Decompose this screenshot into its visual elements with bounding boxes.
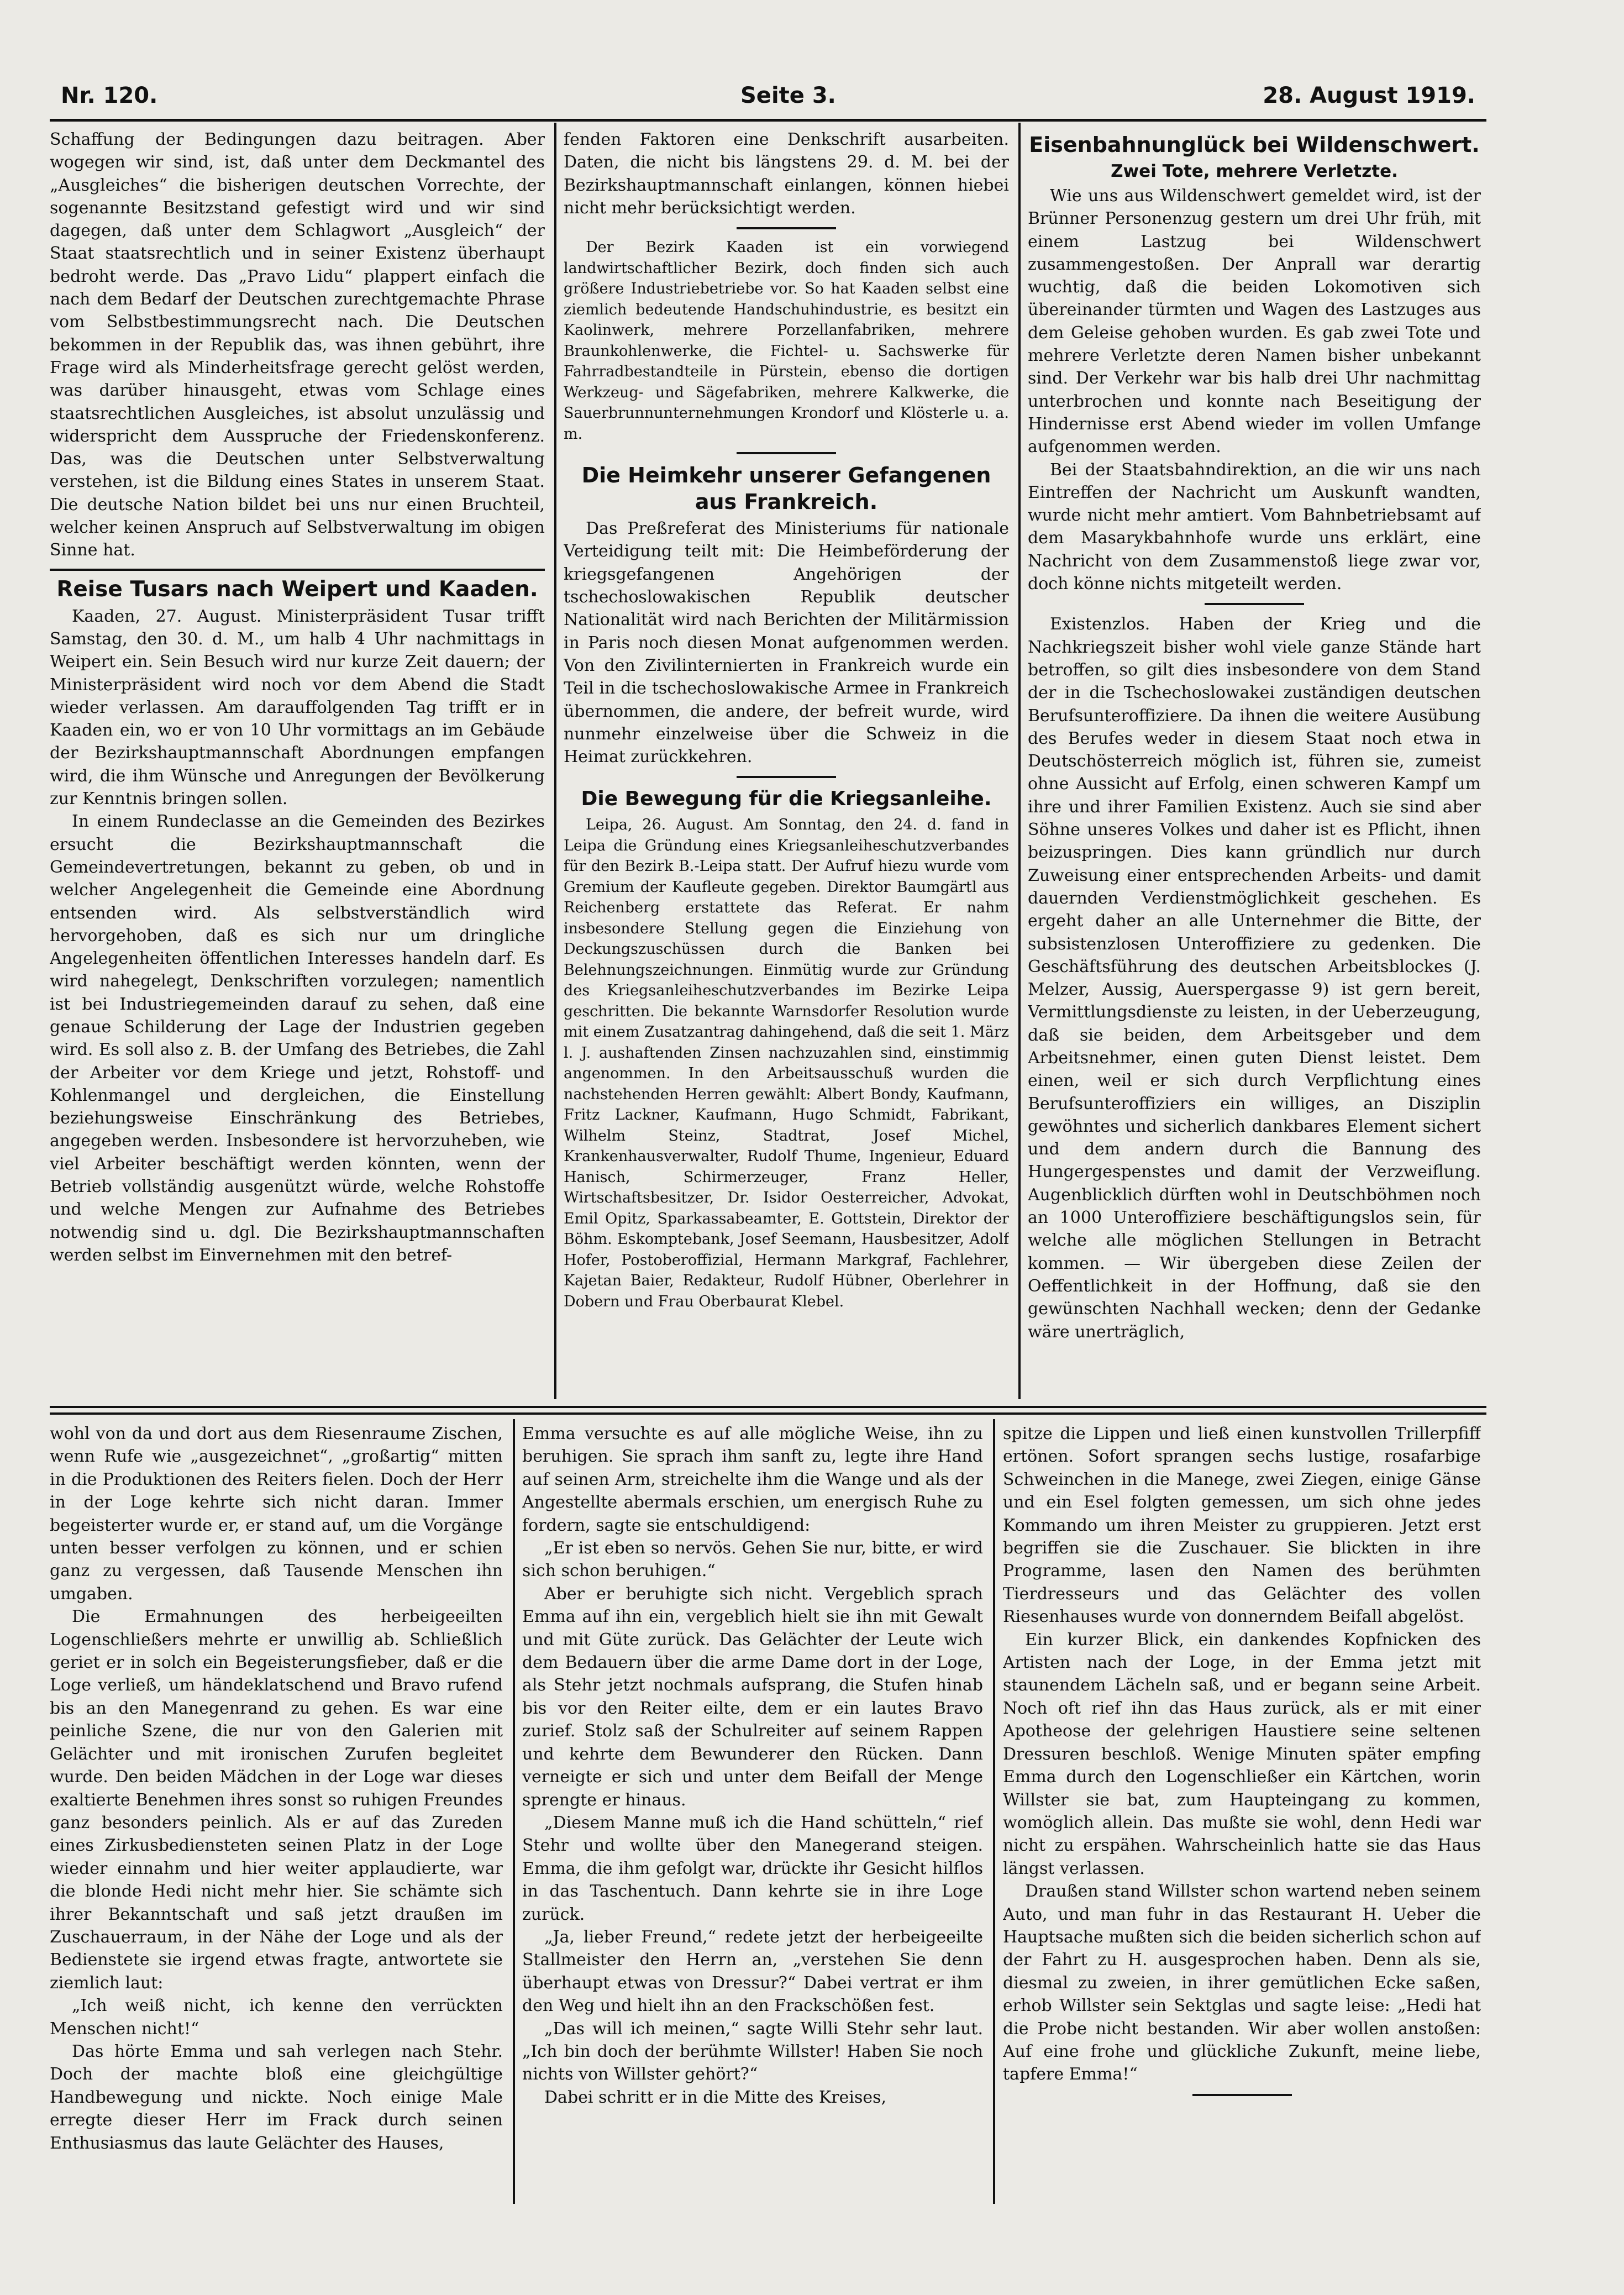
article-paragraph-existenzlos: Existenzlos. Haben der Krieg und die Nachkriegszeit bisher wohl viele ganze Stände hart betroffen, so gilt dies insbesondere von dem Stand der in die Tschechoslowakei zuständigen deutschen Berufsunteroffiziere. Da ihnen die weitere Ausübung des Berufes weder in diesem Staat noch etwa in Deutschösterreich möglich ist, führen sie, zumeist ohne Aussicht auf Erfolg, einen schweren Kampf um ihre und ihrer Familien Existenz. Auch sie sind aber Söhne unseres Volkes und daher ist es Pflicht, ihnen beizuspringen. Dies kann gründlich nur durch Zuweisung einer entsprechenden Arbeits- und damit dauernden Verdienstmöglichkeit geschehen. Es ergeht daher an alle Unternehmer die Bitte, der subsistenzlosen Unteroffiziere zu gedenken. Die Geschäftsführung des deutschen Arbeitsblockes (J. Melzer, Aussig, Auerspergasse 9) ist gern bereit, Vermittlungsdienste zu leisten, in der Ueberzeugung, daß sie beiden, dem Arbeitsgeber und dem Arbeitsnehmer, einen guten Dienst leistet. Dem einen, weil er sich durch Verpflichtung eines Berufsunteroffiziers ein williges, an Disziplin gewöhntes und sicherlich dankbares Element sichert und dem andern durch die Bannung des Hungergespenstes und damit der Verzweiflung. Augenblicklich dürften wohl in Deutschböhmen noch an 1000 Unteroffiziere beschäftigungslos sein, für welche alle möglichen Stellungen in Betracht kommen. — Wir übergeben diese Zeilen der Oeffentlichkeit in der Hoffnung, daß sie den gewünschten Nachhall wecken; denn der Gedanke wäre unerträglich, [1028,615,1481,1342]
article-heading-tusar: Reise Tusars nach Weipert und Kaaden. [56,576,538,602]
feuilleton-rule-bottom [50,1412,1486,1415]
feuilleton-paragraph: Aber er beruhigte sich nicht. Vergeblich sprach Emma auf ihn ein, vergeblich hielt sie ihn mit Gewalt und mit Güte zurück. Das Gelächter der Leute wich dem Bedauern über die arme Dame dort in der Loge, als Stehr jetzt nochmals aufsprang, die Stufen hinab bis vor den Reiter eilte, dem er ein lautes Bravo zurief. Stolz saß der Schulreiter auf seinem Rappen und kehrte dem Bewunderer den Rücken. Dann verneigte er sich und unter dem Beifall der Menge sprengte er hinaus. [522,1584,983,1810]
feuilleton-paragraph: Die Ermahnungen des herbeigeeilten Logenschließers mehrte er unwillig ab. Schließlich geriet er in solch ein Begeisterungsfieber, daß er die Loge verließ, um händeklatschend und Bravo rufend bis an den Manegenrand zu gehen. Es war eine peinliche Szene, die nur von den Galerien mit Gelächter und mit ironischen Zurufen begleitet wurde. Den beiden Mädchen in der Loge war dieses exaltierte Benehmen ihres sonst so ruhigen Freundes ganz besonders peinlich. Als er auf das Zureden eines Zirkusbediensteten seinen Platz in der Loge wieder einnahm und hier weiter applaudierte, war die blonde Hedi nicht mehr hier. Sie schämte sich ihrer Bekanntschaft und saß jetzt draußen im Zuschauerraum, in der Nähe der Loge und als der Bedienstete sie irgend etwas fragte, antwortete sie ziemlich laut: [50,1607,503,1993]
feuilleton-paragraph: Draußen stand Willster schon wartend neben seinem Auto, und man fuhr in das Restaurant H. Ueber die Hauptsache mußten sich die beiden sicherlich schon auf der Fahrt zu H. ausgesprochen haben. Denn als sie, diesmal zu zweien, in ihrer gemütlichen Ecke saßen, erhob Willster sein Sektglas und sagte leise: „Hedi hat die Probe nicht bestanden. Wir aber wollen anstoßen: Auf eine frohe und glückliche Zukunft, meine liebe, tapfere Emma!“ [1003,1882,1481,2084]
short-separator [737,776,836,778]
masthead [61,83,1475,116]
feuilleton-column-1 [50,1422,503,2202]
article-paragraph: Bei der Staatsbahndirektion, an die wir uns nach Eintreffen der Nachricht um Auskunft wandten, wurde nicht mehr amtiert. Vom Bahnbetriebsamt auf dem Masarykbahnhofe wurde uns erklärt, eine Nachricht von dem Zusammenstoß liege zwar vor, doch könne nichts mitgeteilt werden. [1028,460,1481,594]
feuilleton-rule-top [50,1406,1486,1408]
article-subheading: Zwei Tote, mehrere Verletzte. [1111,161,1398,181]
feuilleton-column-3 [1003,1422,1481,2202]
column-divider-2 [1018,123,1021,1399]
short-separator [1205,603,1304,605]
article-paragraph: In einem Rundeclasse an die Gemeinden des Bezirkes ersucht die Bezirkshauptmannschaft die Gemeindevertretungen, bekannt zu geben, ob und in welcher Angelegenheit die Gemeinde eine Abordnung entsenden wird. Als selbstverständlich wird hervorgehoben, daß es sich nur um dringliche Angelegenheiten öffentlichen Interesses handeln darf. Es wird nahegelegt, Denkschriften vorzulegen; namentlich ist bei Industriegemeinden darauf zu sehen, daß eine genaue Schilderung der Lage der Industrien gegeben wird. Es soll also z. B. der Umfang des Betriebes, die Zahl der Arbeiter vor dem Kriege und jetzt, Rohstoff- und Kohlenmangel und dergleichen, die Einstellung beziehungsweise Einschränkung des Betriebes, angegeben werden. Insbesondere ist hervorzuheben, wie viel Arbeiter beschäftigt werden könnten, wenn der Betrieb vollständig ausgenützt würde, welche Rohstoffe und welche Mengen zur Aufnahme des Betriebes notwendig sind u. dgl. Die Bezirkshauptmannschaften werden selbst im Einvernehmen mit den betref- [50,812,545,1265]
article-paragraph: Das Preßreferat des Ministeriums für nationale Verteidigung teilt mit: Die Heimbeförderung der kriegsgefangenen Angehörigen der tschechoslowakischen Republik deutscher Nationalität wird nach Berichten der Militärmission in Paris noch diesen Monat aufgenommen werden. Von den Zivilinternierten in Frankreich wurde ein Teil in die tschechoslowakische Armee in Frankreich übernommen, die andere, der befreit wurde, wird nunmehr einzelweise über die Schweiz in die Heimat zurückkehren. [564,519,1009,767]
issue-date: 28. August 1919. [1263,83,1475,108]
article-separator [50,569,545,571]
article-paragraph: Wie uns aus Wildenschwert gemeldet wird, ist der Brünner Personenzug gestern um drei Uhr früh, mit einem Lastzug bei Wildenschwert zusammengestoßen. Der Anprall war derartig wuchtig, daß die beiden Lokomotiven sich übereinander türmten und Wagen des Lastzuges aus dem Geleise gehoben wurden. Es gab zwei Tote und mehrere Verletzte deren Namen bisher unbekannt sind. Der Verkehr war bis halb drei Uhr nachmittag unterbrochen und konnte nach Beseitigung der Hindernisse erst Abend wieder im vollen Umfange aufgenommen werden. [1028,186,1481,457]
feuilleton-quote: „Ich weiß nicht, ich kenne den verrückten Menschen nicht!“ [50,1996,503,2039]
article-continuation: fenden Faktoren eine Denkschrift ausarbeiten. Daten, die nicht bis längstens 29. d. M. bei der Bezirkshauptmannschaft einlangen, können hiebei nicht mehr berücksichtigt werden. [564,130,1009,218]
feuilleton-paragraph: Das hörte Emma und sah verlegen nach Stehr. Doch der machte bloß eine gleichgültige Handbewegung und nickte. Noch einige Male erregte dieser Herr im Frack durch seinen Enthusiasmus das laute Gelächter des Hauses, [50,2041,503,2153]
column-2 [564,128,1009,1399]
masthead-rule [50,119,1486,122]
feuilleton-paragraph: „Das will ich meinen,“ sagte Willi Stehr sehr laut. „Ich bin doch der berühmte Willster! Haben Sie noch nichts von Willster gehört?“ [522,2019,983,2084]
short-separator [737,227,836,229]
lower-column-divider-1 [513,1419,515,2204]
short-separator [737,452,836,454]
feuilleton-paragraph: „Ja, lieber Freund,“ redete jetzt der herbeigeeilte Stallmeister den Herrn an, „verstehen Sie denn überhaupt etwas von Dressur?“ Dabei vertrat er ihm den Weg und hielt ihn an den Frackschößen fest. [522,1927,983,2016]
article-tail-text: Schaffung der Bedingungen dazu beitragen. Aber wogegen wir sind, ist, daß unter dem Deckmantel des „Ausgleiches“ die bisherigen deutschen Vorrechte, der sogenannte Besitzstand gefestigt wird und wir sind dagegen, daß unter dem Schlagwort „Ausgleich“ der Staat staatsrechtlich und in seiner Existenz überhaupt bedroht werde. Das „Pravo Lidu“ plappert einfach die nach dem Bedarf der Deutschen zurechtgemachte Phrase vom Selbstbestimmungsrecht nach. Die Deutschen bekommen in der Republik das, was ihnen gebührt, ihre Frage wird als Minderheitsfrage gerecht gelöst werden, was darüber hinausgeht, etwas vom Schlage eines staatsrechtlichen Ausgleiches, ist absolut unzulässig und widerspricht dem Ausspruche der Friedenskonferenz. Das, was die Deutschen unter Selbstverwaltung verstehen, ist die Bildung eines States in unserem Staat. Die deutsche Nation bildet bei uns nur einen Bruchteil, welcher keinen Anspruch auf Selbstverwaltung im obigen Sinne hat. [50,130,545,560]
column-3 [1028,128,1481,1399]
column-divider-1 [554,123,556,1399]
feuilleton-paragraph: „Diesem Manne muß ich die Hand schütteln,“ rief Stehr und wollte über den Manegerand steigen. Emma, die ihm gefolgt war, drückte ihr Gesicht hilflos in das Taschentuch. Dann kehrte sie in ihre Loge zurück. [522,1813,983,1924]
lower-column-divider-2 [993,1419,995,2204]
end-separator [1192,2094,1292,2096]
bezirk-note: Der Bezirk Kaaden ist ein vorwiegend landwirtschaftlicher Bezirk, doch finden sich auch größere Industriebetriebe vor. So hat Kaaden selbst eine ziemlich bedeutende Handschuhindustrie, es besitzt ein Kaolinwerk, mehrere Porzellanfabriken, mehrere Braunkohlenwerke, die Fichtel- u. Sachswerke für Fahrradbestandteile in Pürstein, ebenso die dortigen Werkzeug- und Sägefabriken, mehrere Kalkwerke, die Sauerbrunnunternehmungen Krondorf und Klösterle u. a. m. [564,239,1009,443]
feuilleton-paragraph: Dabei schritt er in die Mitte des Kreises, [544,2087,887,2107]
feuilleton-quote: „Er ist eben so nervös. Gehen Sie nur, bitte, er wird sich schon beruhigen.“ [522,1538,983,1581]
article-paragraph: Kaaden, 27. August. Ministerpräsident Tusar trifft Samstag, den 30. d. M., um halb 4 Uhr nachmittags in Weipert ein. Sein Besuch wird nur kurze Zeit dauern; der Ministerpräsident wird noch vor dem Abend die Stadt wieder verlassen. Am darauffolgenden Tag trifft er in Kaaden ein, wo er von 10 Uhr vormittags an im Gebäude der Bezirkshauptmannschaft Abordnungen empfangen wird, die ihm Wünsche und Anregungen der Bevölkerung zur Kenntnis bringen sollen. [50,606,545,809]
article-paragraph: Leipa, 26. August. Am Sonntag, den 24. d. fand in Leipa die Gründung eines Kriegsanleiheschutzverbandes für den Bezirk B.-Leipa statt. Der Aufruf hiezu wurde vom Gremium der Kaufleute gegeben. Direktor Baumgärtl aus Reichenberg erstattete das Referat. Er nahm insbesondere Stellung gegen die Einziehung von Deckungszuschüssen durch die Banken bei Belehnungszeichnungen. Einmütig wurde zur Gründung des Kriegsanleiheschutzverbandes im Bezirke Leipa geschritten. Die bekannte Warnsdorfer Resolution wurde mit einem Zusatzantrag dahingehend, daß die seit 1. März l. J. aushaftenden Zinsen nachzuzahlen sind, einstimmig angenommen. In den Arbeitsausschuß wurden die nachstehenden Herren gewählt: Albert Bondy, Kaufmann, Fritz Lackner, Kaufmann, Hugo Schmidt, Fabrikant, Wilhelm Steinz, Stadtrat, Josef Michel, Krankenhausverwalter, Rudolf Thume, Ingenieur, Eduard Hanisch, Schirmerzeuger, Franz Heller, Wirtschaftsbesitzer, Dr. Isidor Oesterreicher, Advokat, Emil Opitz, Sparkassabeamter, E. Gottstein, Direktor der Böhm. Eskomptebank, Josef Seemann, Hausbesitzer, Adolf Hofer, Postoberoffizial, Hermann Markgraf, Fachlehrer, Kajetan Baier, Redakteur, Rudolf Hübner, Oberlehrer in Dobern und Frau Oberbaurat Klebel. [564,816,1009,1310]
article-heading-heimkehr: Die Heimkehr unserer Gefangenen aus Frankreich. [581,463,991,514]
feuilleton-paragraph: Ein kurzer Blick, ein dankendes Kopfnicken des Artisten nach der Loge, in der Emma jetzt mit staunendem Lächeln saß, und er begann seine Arbeit. Noch oft rief ihn das Haus zurück, als er mit einer Apotheose der gelehrigen Haustiere seine seltenen Dressuren beschloß. Wenige Minuten später empfing Emma durch den Logenschließer ein Kärtchen, worin Willster sie bat, zum Haupteingang zu kommen, womöglich allein. Das mußte sie wohl, denn Hedi war nicht zu erspähen. Wahrscheinlich hatte sie das Haus längst verlassen. [1003,1630,1481,1878]
article-heading-kriegsanleihe: Die Bewegung für die Kriegsanleihe. [581,787,992,811]
page-number: Seite 3. [740,83,836,108]
feuilleton-column-2 [522,1422,983,2202]
column-1 [50,128,545,1399]
issue-number: Nr. 120. [61,83,158,108]
feuilleton-text: Emma versuchte es auf alle mögliche Weise, ihn zu beruhigen. Sie sprach ihm sanft zu, legte ihre Hand auf seinen Arm, streichelte ihm die Wange und als der Angestellte abermals erschien, um energisch Ruhe zu fordern, sagte sie entschuldigend: [522,1424,983,1535]
feuilleton-text: spitze die Lippen und ließ einen kunstvollen Trillerpfiff ertönen. Sofort sprangen sechs lustige, rosafarbige Schweinchen in die Manege, zwei Ziegen, einige Gänse und ein Esel folgten gemessen, um sich ohne jedes Kommando um ihren Meister zu gruppieren. Jetzt erst begriffen sie die Zuschauer. Sie blickten in ihre Programme, lasen den Namen des berühmten Tierdresseurs und das Gelächter des vollen Riesenhauses wurde von donnerndem Beifall abgelöst. [1003,1424,1481,1627]
article-heading-eisenbahnunglueck: Eisenbahnunglück bei Wildenschwert. [1029,133,1480,157]
feuilleton-text: wohl von da und dort aus dem Riesenraume Zischen, wenn Rufe wie „ausgezeichnet“, „großartig“ mitten in die Produktionen des Reiters fielen. Doch der Herr in der Loge kehrte sich nicht daran. Immer begeisterter wurde er, er stand auf, um die Vorgänge unten besser verfolgen zu können, und er schien ganz zu vergessen, daß Tausende Menschen ihn umgaben. [50,1424,503,1604]
